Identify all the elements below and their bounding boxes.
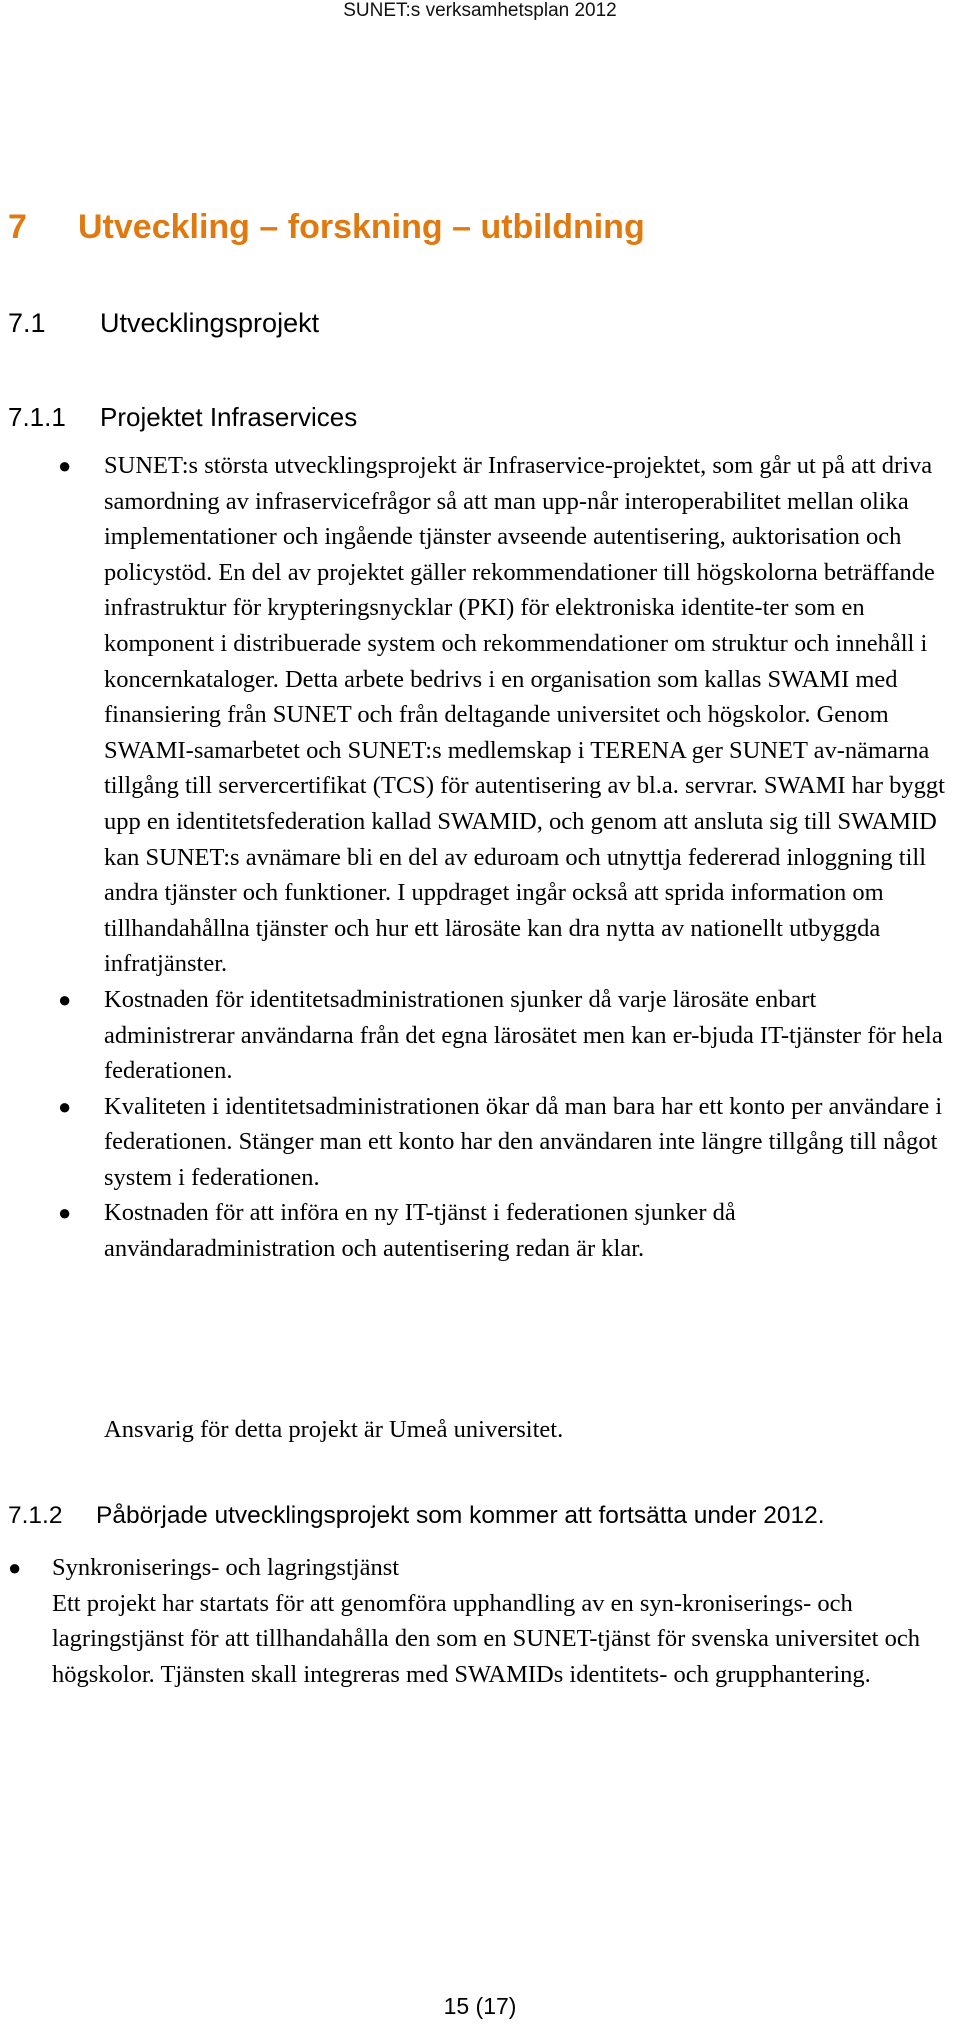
project-description: Ett projekt har startats för att genomföra upphandling av en syn-kroniserings- och lagringstjänst för att tillhandahålla den som en SUNET-tjänst för svenska universitet och högskolor. Tjänsten skall integreras med SWAMIDs identitets- och grupphantering.	[52, 1589, 920, 1688]
list-item	[0, 1550, 952, 1692]
chapter-number: 7	[8, 208, 27, 246]
list-item-text: Kvaliteten i identitetsadministrationen ökar då man bara har ett konto per användare i federationen. Stänger man ett konto har den användaren inte längre tillgång till något system i federationen.	[104, 1092, 943, 1191]
chapter-title: Utveckling – forskning – utbildning	[78, 208, 645, 246]
subsection-title: Projektet Infraservices	[100, 402, 358, 432]
ongoing-projects-list	[0, 1550, 960, 1692]
page-header: SUNET:s verksamhetsplan 2012	[343, 0, 617, 21]
bullet-icon: ●	[8, 1555, 22, 1580]
list-item	[0, 982, 946, 1089]
list-item	[0, 448, 946, 982]
responsible-note: Ansvarig för detta projekt är Umeå universitet.	[104, 1416, 564, 1443]
bullet-icon: ●	[58, 453, 72, 478]
subsection-heading-infraservices	[8, 402, 357, 433]
section-title: Utvecklingsprojekt	[100, 308, 320, 338]
list-item-text: Kostnaden för att införa en ny IT-tjänst i federationen sjunker då användaradministration och autentisering redan är klar.	[104, 1199, 736, 1263]
section-number: 7.1	[8, 308, 46, 338]
page-number: 15 (17)	[443, 1993, 517, 2019]
project-title: Synkroniserings- och lagringstjänst	[52, 1554, 400, 1581]
subsection-title: Påbörjade utvecklingsprojekt som kommer att fortsätta under 2012.	[96, 1502, 825, 1529]
subsection-number: 7.1.2	[8, 1502, 63, 1529]
bullet-icon: ●	[58, 986, 72, 1012]
list-item	[0, 1089, 946, 1196]
list-item-text: SUNET:s största utvecklingsprojekt är Infraservice-projektet, som går ut på att driva samordning av infraservicefrågor så att man upp-når interoperabilitet mellan olika implementationer och ingående tjänster avseende autentisering, auktorisation och policystöd. En del av projektet gäller rekommendationer till högskolorna beträffande infrastruktur för krypteringsnycklar (PKI) för elektroniska identite-ter som en komponent i distribuerade system och rekommendationer om struktur och innehåll i koncernkataloger. Detta arbete bedrivs i en organisation som kallas SWAMI med finansiering från SUNET och från deltagande universitet och högskolor. Genom SWAMI-samarbetet och SUNET:s medlemskap i TERENA ger SUNET av-nämarna tillgång till servercertifikat (TCS) för autentisering av bl.a. servrar. SWAMI har byggt upp en identitetsfederation kallad SWAMID, och genom att ansluta sig till SWAMID kan SUNET:s avnämare bli en del av eduroam och utnyttja federerad inloggning till andra tjänster och funktioner. I uppdraget ingår också att sprida information om tillhandahållna tjänster och hur ett lärosäte kan dra nytta av nationellt utbyggda infratjänster.	[104, 452, 945, 978]
infraservices-bullet-list	[0, 448, 960, 1267]
list-item-text: Kostnaden för identitetsadministrationen sjunker då varje lärosäte enbart administrerar användarna från det egna lärosätet men kan er-bjuda IT-tjänster för hela federationen.	[104, 985, 943, 1085]
subsection-number: 7.1.1	[8, 402, 66, 432]
subsection-heading-ongoing-projects	[8, 1502, 825, 1530]
list-item	[0, 1195, 946, 1266]
section-heading	[8, 308, 319, 339]
bullet-icon: ●	[58, 1200, 72, 1226]
bullet-icon: ●	[58, 1093, 72, 1119]
chapter-heading	[8, 208, 645, 247]
